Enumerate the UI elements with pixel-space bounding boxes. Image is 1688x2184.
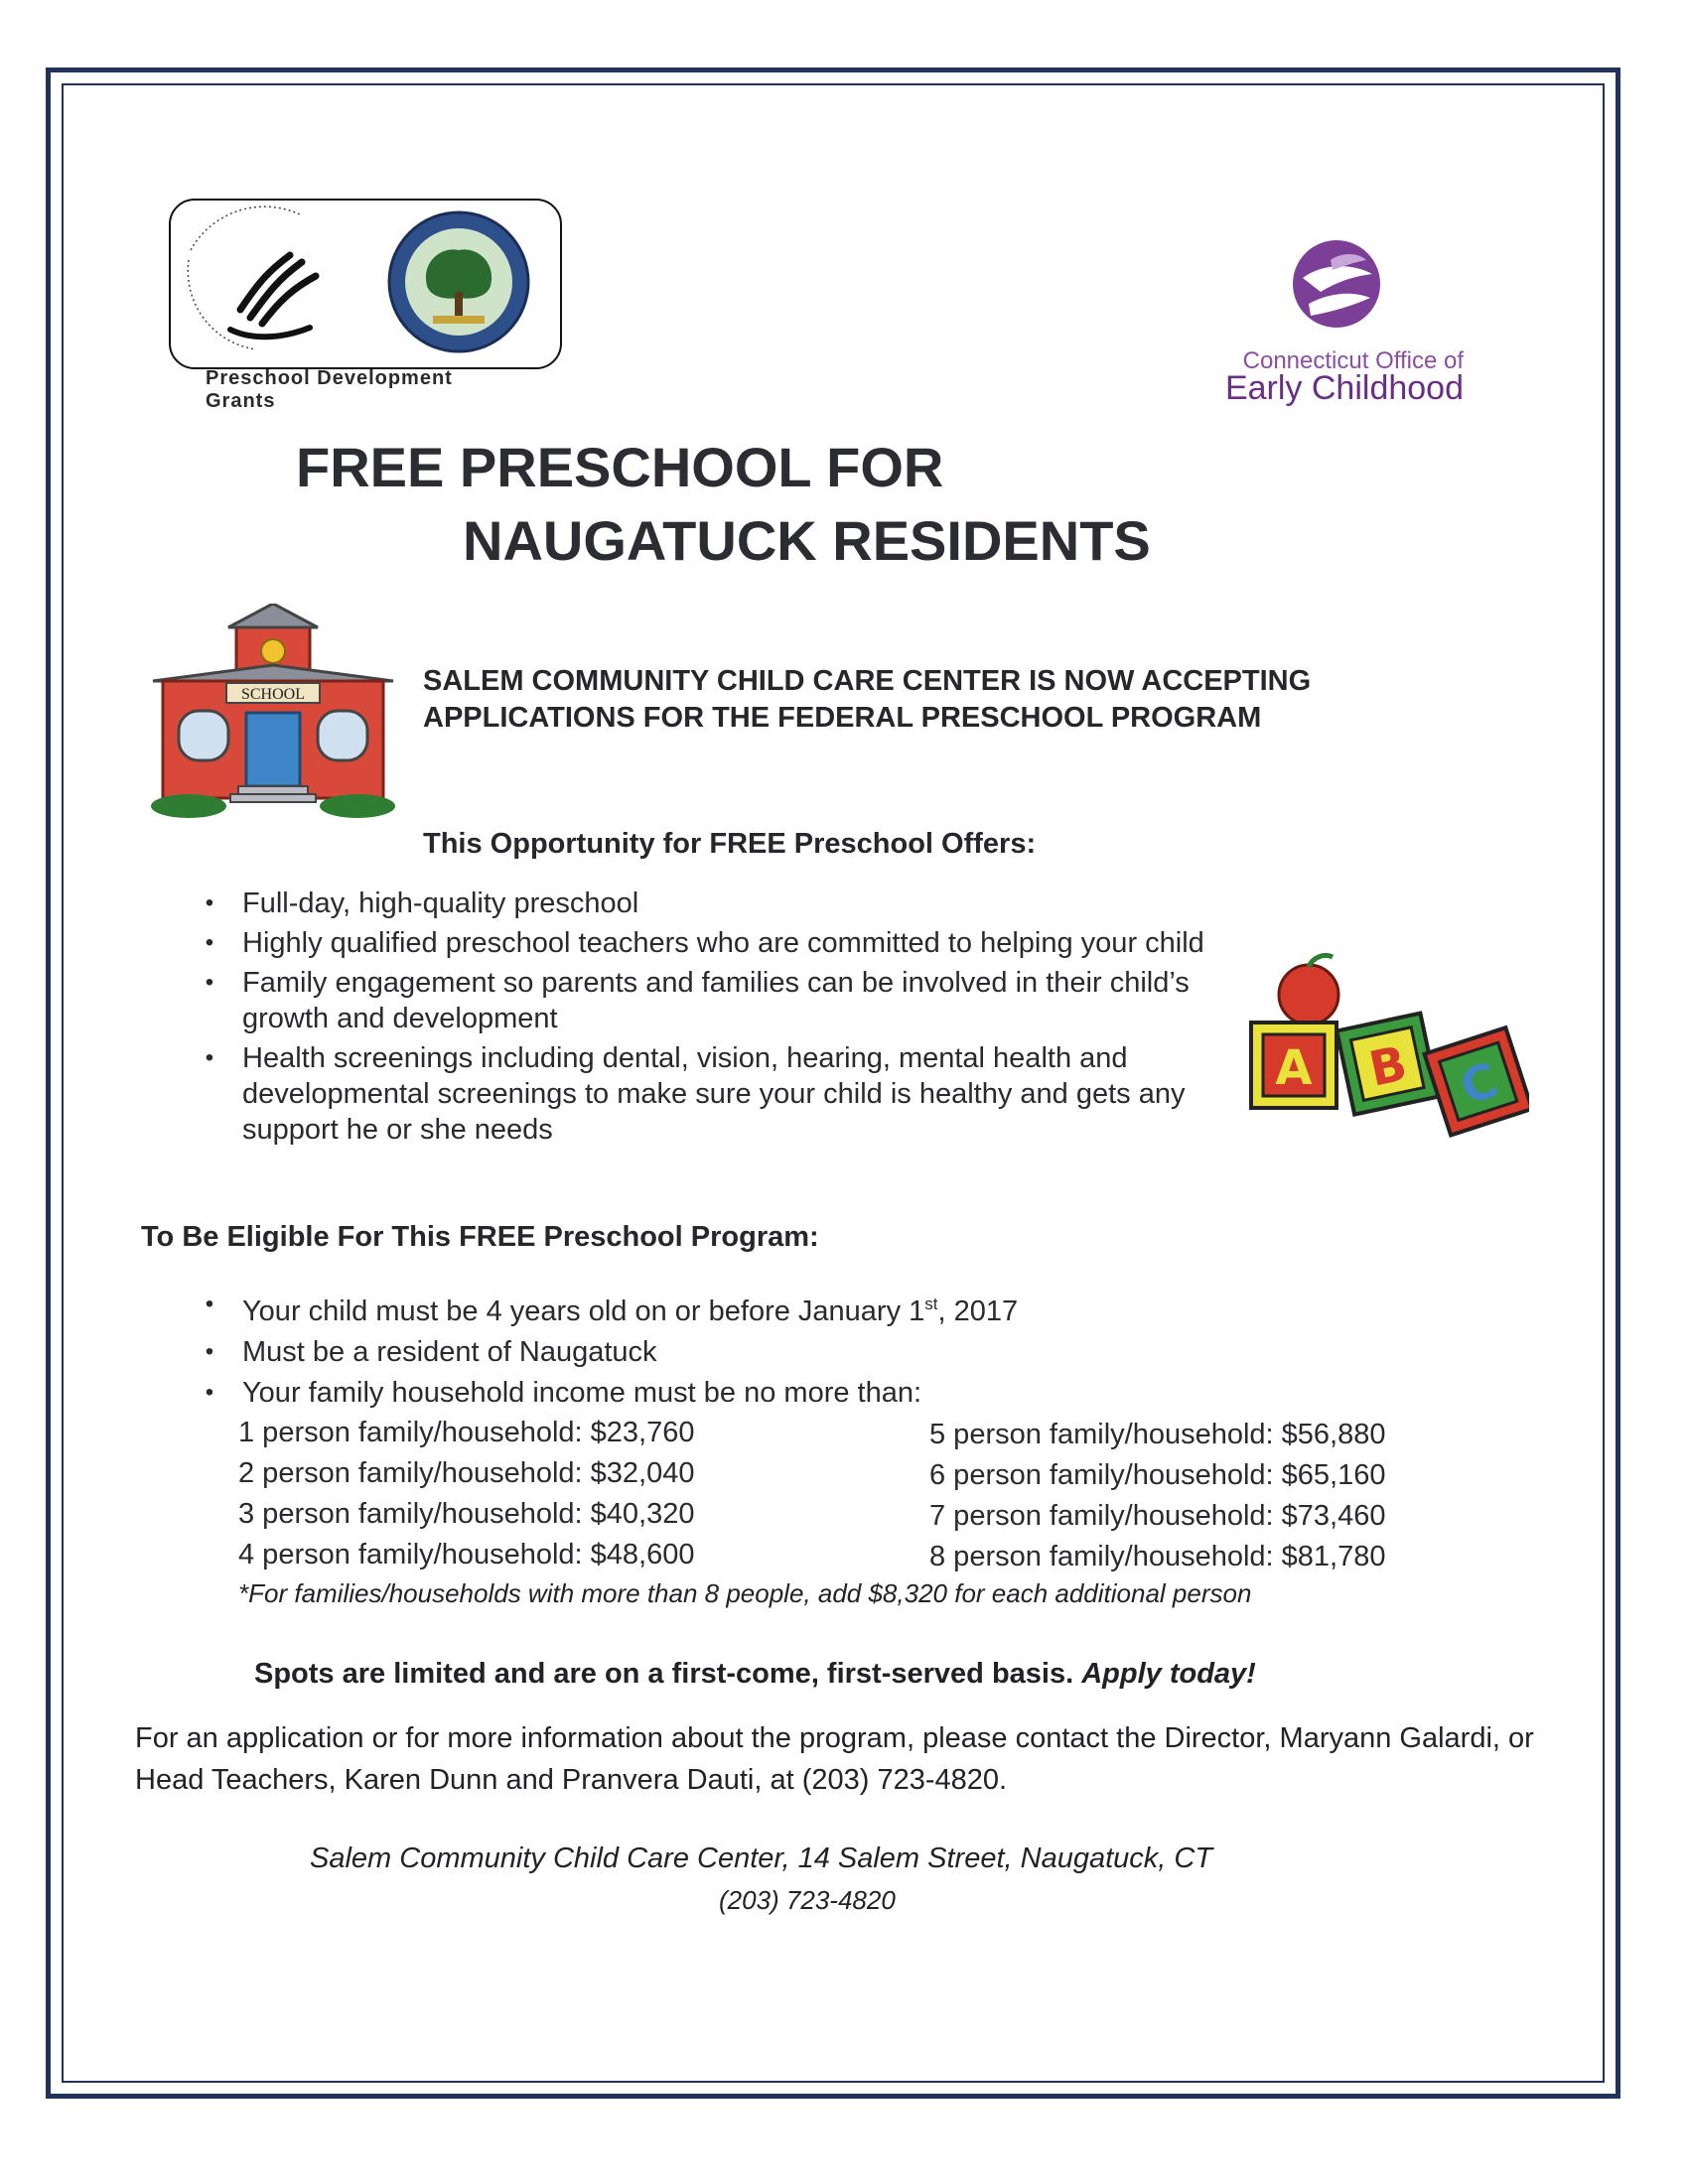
announcement	[423, 663, 1311, 737]
age-requirement-year: , 2017	[937, 1296, 1019, 1327]
list-item: • Your family household income must be no more than:	[205, 1377, 922, 1409]
federal-caption	[206, 367, 453, 413]
list-item: • Must be a resident of Naugatuck	[205, 1336, 657, 1368]
income-row: 2 person family/household: $32,040	[238, 1457, 695, 1489]
income-row: 3 person family/household: $40,320	[238, 1498, 695, 1530]
income-row: 4 person family/household: $48,600	[238, 1539, 695, 1570]
spots-notice	[254, 1658, 1256, 1691]
eligibility-heading: To Be Eligible For This FREE Preschool Program:	[141, 1221, 819, 1253]
age-requirement-sup: st	[924, 1295, 938, 1313]
list-item: • Health screenings including dental, vision, hearing, mental health and developmental screenings to make sure your child is healthy and gets any support he or she needs	[205, 1042, 1186, 1146]
income-row: 5 person family/household: $56,880	[929, 1419, 1386, 1450]
oec-hands-icon	[1281, 234, 1390, 339]
residency-requirement: Must be a resident of Naugatuck	[242, 1336, 657, 1368]
federal-caption-line1: Preschool Development	[206, 367, 453, 389]
offer-text: Full-day, high-quality preschool	[242, 887, 639, 919]
svg-text:B: B	[1364, 1035, 1412, 1098]
spots-text: Spots are limited and are on a first-come, first-served basis.	[254, 1658, 1074, 1690]
income-row: 8 person family/household: $81,780	[929, 1541, 1386, 1572]
offer-text: Health screenings including dental, vision, hearing, mental health and developmental screenings to make sure your child is healthy and gets any support he or she needs	[242, 1042, 1186, 1146]
list-item: • Highly qualified preschool teachers who are committed to helping your child	[205, 927, 1204, 959]
page-title-line1: FREE PRESCHOOL FOR	[296, 436, 944, 498]
income-row: 1 person family/household: $23,760	[238, 1417, 695, 1448]
oec-name-line1: Connecticut Office of	[1242, 347, 1464, 374]
svg-text:C: C	[1454, 1052, 1505, 1117]
offer-text: Highly qualified preschool teachers who are committed to helping your child	[242, 927, 1204, 959]
income-table-left	[238, 1413, 694, 1575]
school-house-icon	[149, 604, 397, 827]
offers-heading: This Opportunity for FREE Preschool Offers:	[423, 828, 1037, 860]
list-item: • Full-day, high-quality preschool	[205, 887, 639, 919]
apply-today: Apply today!	[1081, 1658, 1256, 1690]
announcement-line2: APPLICATIONS FOR THE FEDERAL PRESCHOOL PROGRAM	[423, 702, 1262, 734]
income-requirement: Your family household income must be no more than:	[242, 1377, 922, 1409]
center-phone: (203) 723-4820	[719, 1885, 896, 1915]
income-table-right	[929, 1415, 1385, 1577]
abc-blocks-icon	[1241, 953, 1529, 1157]
center-address: Salem Community Child Care Center, 14 Salem Street, Naugatuck, CT	[310, 1843, 1213, 1874]
page-title-line2: NAUGATUCK RESIDENTS	[463, 509, 1151, 572]
offer-text: Family engagement so parents and families can be involved in their child’s growth and development	[242, 967, 1190, 1034]
eligibility-list	[195, 1287, 1485, 1416]
announcement-line1: SALEM COMMUNITY CHILD CARE CENTER IS NOW ACCEPTING	[423, 665, 1312, 697]
contact-paragraph: For an application or for more information about the program, please contact the Director, Maryann Galardi, or Head Teachers, Karen Dunn and Pranvera Dauti, at (203) 723-4820.	[135, 1722, 1534, 1796]
income-row: 6 person family/household: $65,160	[929, 1459, 1386, 1491]
offers-list	[195, 886, 1207, 1152]
income-footnote: *For families/households with more than 8 people, add $8,320 for each additional person	[238, 1578, 1252, 1608]
list-item: • Your child must be 4 years old on or before January 1st, 2017	[205, 1291, 1019, 1327]
federal-caption-line2: Grants	[206, 390, 276, 412]
svg-text:SCHOOL: SCHOOL	[240, 686, 306, 703]
oec-name-line2: Early Childhood	[1224, 369, 1464, 407]
department-of-education-seal-icon	[371, 206, 550, 360]
list-item: • Family engagement so parents and families can be involved in their child’s growth and development	[205, 967, 1190, 1034]
income-row: 7 person family/household: $73,460	[929, 1500, 1386, 1532]
svg-text:A: A	[1275, 1040, 1313, 1096]
age-requirement: Your child must be 4 years old on or before January 1	[242, 1296, 925, 1327]
